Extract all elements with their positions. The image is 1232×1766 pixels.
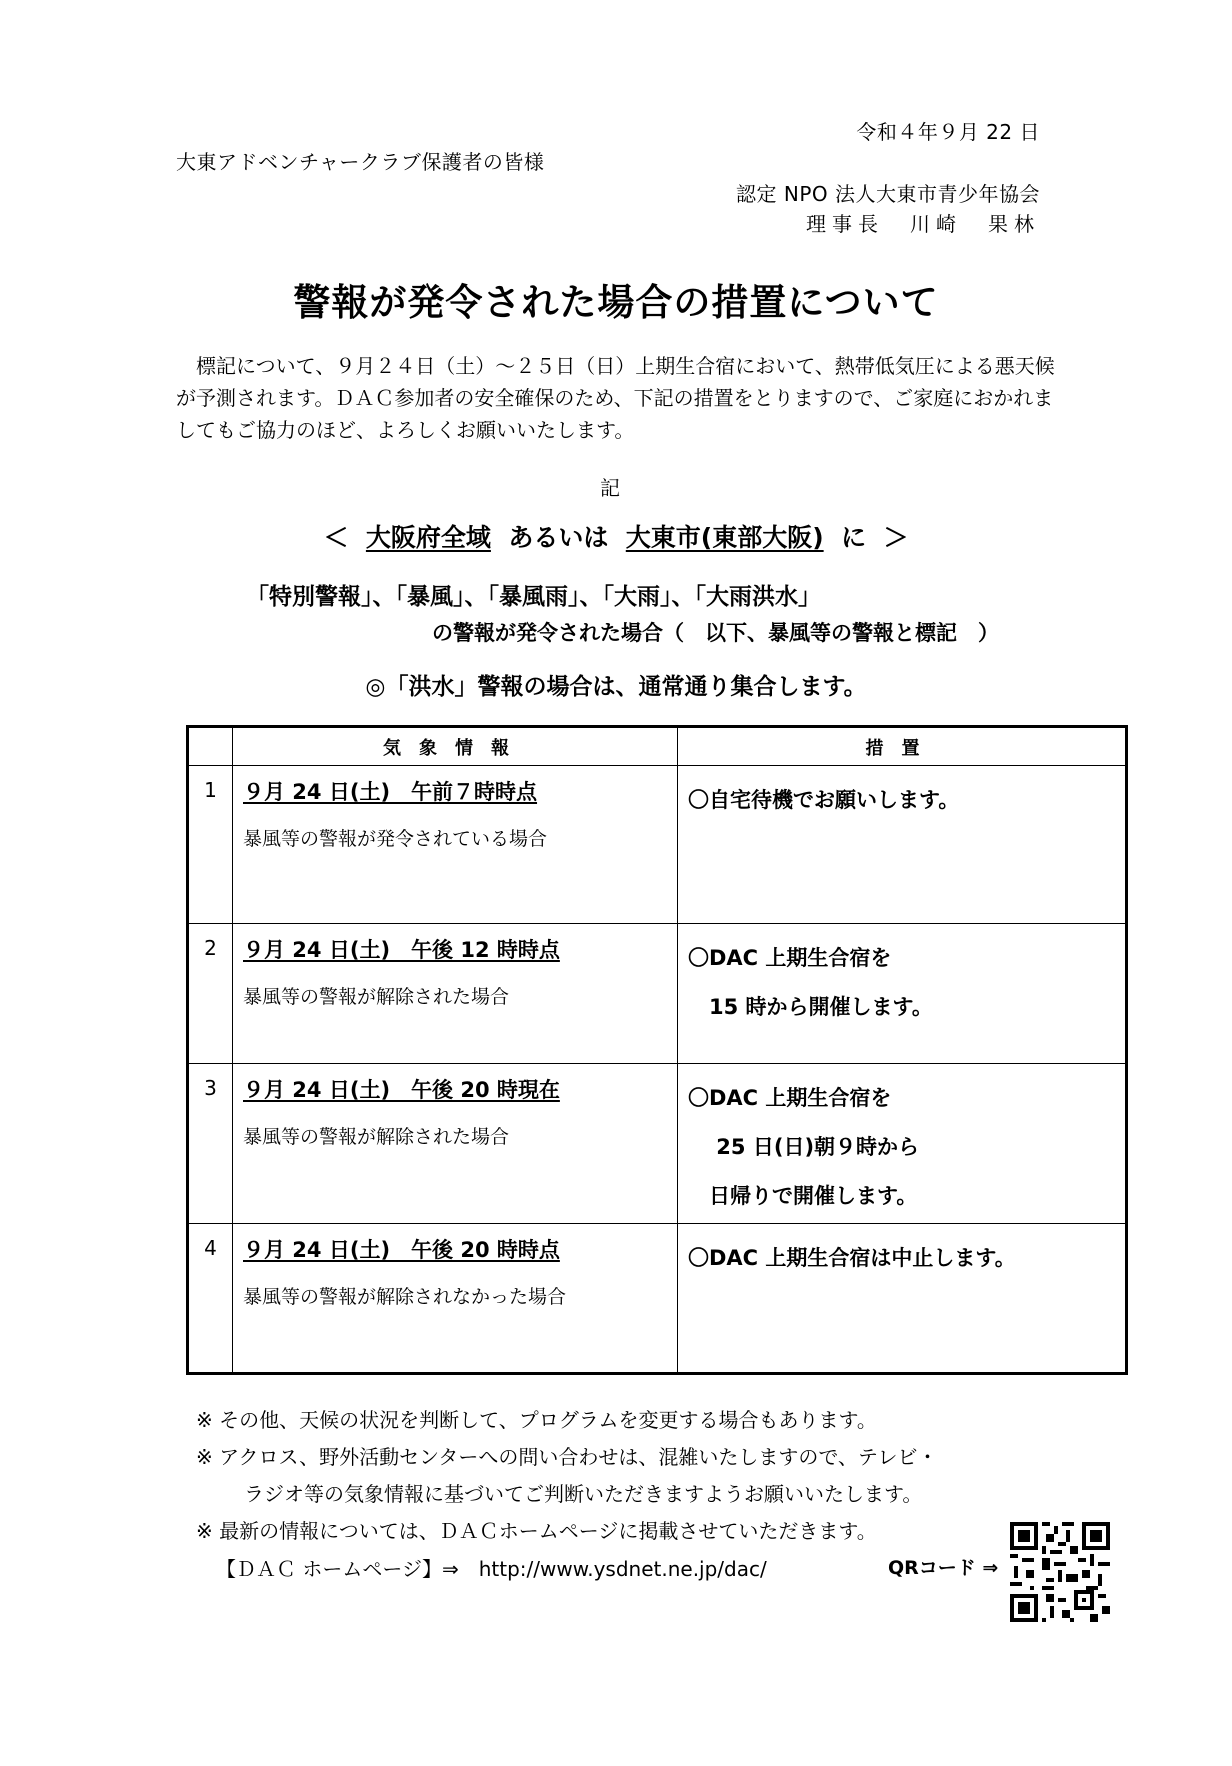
weather-cell: [233, 766, 678, 924]
measure-cell: [678, 1064, 1127, 1224]
measure-line: 25 日(日)朝９時から: [688, 1135, 920, 1159]
ni-text: に: [841, 523, 867, 552]
table-row: [188, 1224, 1127, 1374]
document-title: 警報が発令された場合の措置について: [293, 281, 939, 324]
header-measure: 措置: [678, 727, 1127, 766]
note-item-continued: ラジオ等の気象情報に基づいてご判断いただきますようお願いいたします。: [244, 1482, 923, 1506]
issue-date: 令和４年９月 22 日: [856, 120, 1040, 144]
weather-time: ９月 24 日(土) 午前７時時点: [243, 780, 538, 804]
header-weather: 気象情報: [233, 727, 678, 766]
row-number: 3: [188, 1064, 233, 1224]
table-row: [188, 924, 1127, 1064]
measure-line: 〇DAC 上期生合宿を: [688, 946, 892, 970]
measure-cell: [678, 924, 1127, 1064]
area-daito: 大東市(東部大阪): [625, 523, 824, 552]
note-item: ※ 最新の情報については、ＤＡＣホームページに掲載させていただきます。: [196, 1519, 877, 1543]
table-row: [188, 1064, 1127, 1224]
weather-condition: 暴風等の警報が解除された場合: [243, 1126, 510, 1148]
measure-line: 〇DAC 上期生合宿は中止します。: [688, 1246, 1016, 1270]
area-osaka: 大阪府全域: [365, 523, 491, 552]
note-item: ※ その他、天候の状況を判断して、プログラムを変更する場合もあります。: [196, 1408, 877, 1432]
weather-time: ９月 24 日(土) 午後 20 時現在: [243, 1078, 560, 1102]
measure-cell: [678, 766, 1127, 924]
measure-cell: [678, 1224, 1127, 1374]
weather-condition: 暴風等の警報が発令されている場合: [243, 828, 548, 850]
measure-line: 日帰りで開催します。: [688, 1184, 918, 1208]
warning-definition: の警報が発令された場合（ 以下、暴風等の警報と標記 ）: [432, 621, 999, 645]
condition-area-line: [0, 518, 1232, 554]
weather-cell: [233, 1224, 678, 1374]
open-bracket: ＜: [323, 523, 349, 552]
table-row: [188, 766, 1127, 924]
qr-code-icon[interactable]: [1010, 1522, 1110, 1622]
row-number: 2: [188, 924, 233, 1064]
recipient: 大東アドベンチャークラブ保護者の皆様: [176, 150, 545, 174]
qr-label: QRコード ⇒: [888, 1557, 999, 1579]
body-paragraph: 標記について、９月２４日（土）～２５日（日）上期生合宿において、熱帯低気圧による悪天候が予測されます。ＤＡＣ参加者の安全確保のため、下記の措置をとりますので、ご家庭におかれましてもご協力のほど、よろしくお願いいたします。: [176, 354, 1055, 442]
weather-cell: [233, 924, 678, 1064]
weather-condition: 暴風等の警報が解除された場合: [243, 986, 510, 1008]
measures-table: [186, 725, 1128, 1375]
notes: [196, 1402, 1096, 1550]
weather-time: ９月 24 日(土) 午後 12 時時点: [243, 938, 560, 962]
measure-line: 〇自宅待機でお願いします。: [688, 788, 960, 812]
weather-cell: [233, 1064, 678, 1224]
note-item: ※ アクロス、野外活動センターへの問い合わせは、混雑いたしますので、テレビ・: [196, 1445, 938, 1469]
header-num: [188, 727, 233, 766]
measure-line: 15 時から開催します。: [688, 995, 933, 1019]
issuing-organization: 認定 NPO 法人大東市青少年協会: [736, 182, 1040, 206]
weather-condition: 暴風等の警報が解除されなかった場合: [243, 1286, 567, 1308]
warning-types: 「特別警報」、「暴風」、「暴風雨」、「大雨」、「大雨洪水」: [246, 584, 821, 610]
chairperson: 理事長 川崎 果林: [806, 212, 1040, 236]
row-number: 4: [188, 1224, 233, 1374]
flood-note: ◎「洪水」警報の場合は、通常通り集合します。: [365, 674, 867, 700]
homepage-link[interactable]: 【ＤＡＣ ホームページ】⇒ http://www.ysdnet.ne.jp/dac/: [216, 1557, 767, 1581]
row-number: 1: [188, 766, 233, 924]
close-bracket: ＞: [883, 523, 909, 552]
weather-time: ９月 24 日(土) 午後 20 時時点: [243, 1238, 560, 1262]
or-text: あるいは: [508, 523, 609, 552]
table-header-row: [188, 727, 1127, 766]
measure-line: 〇DAC 上期生合宿を: [688, 1086, 892, 1110]
ki-mark: 記: [600, 476, 621, 500]
